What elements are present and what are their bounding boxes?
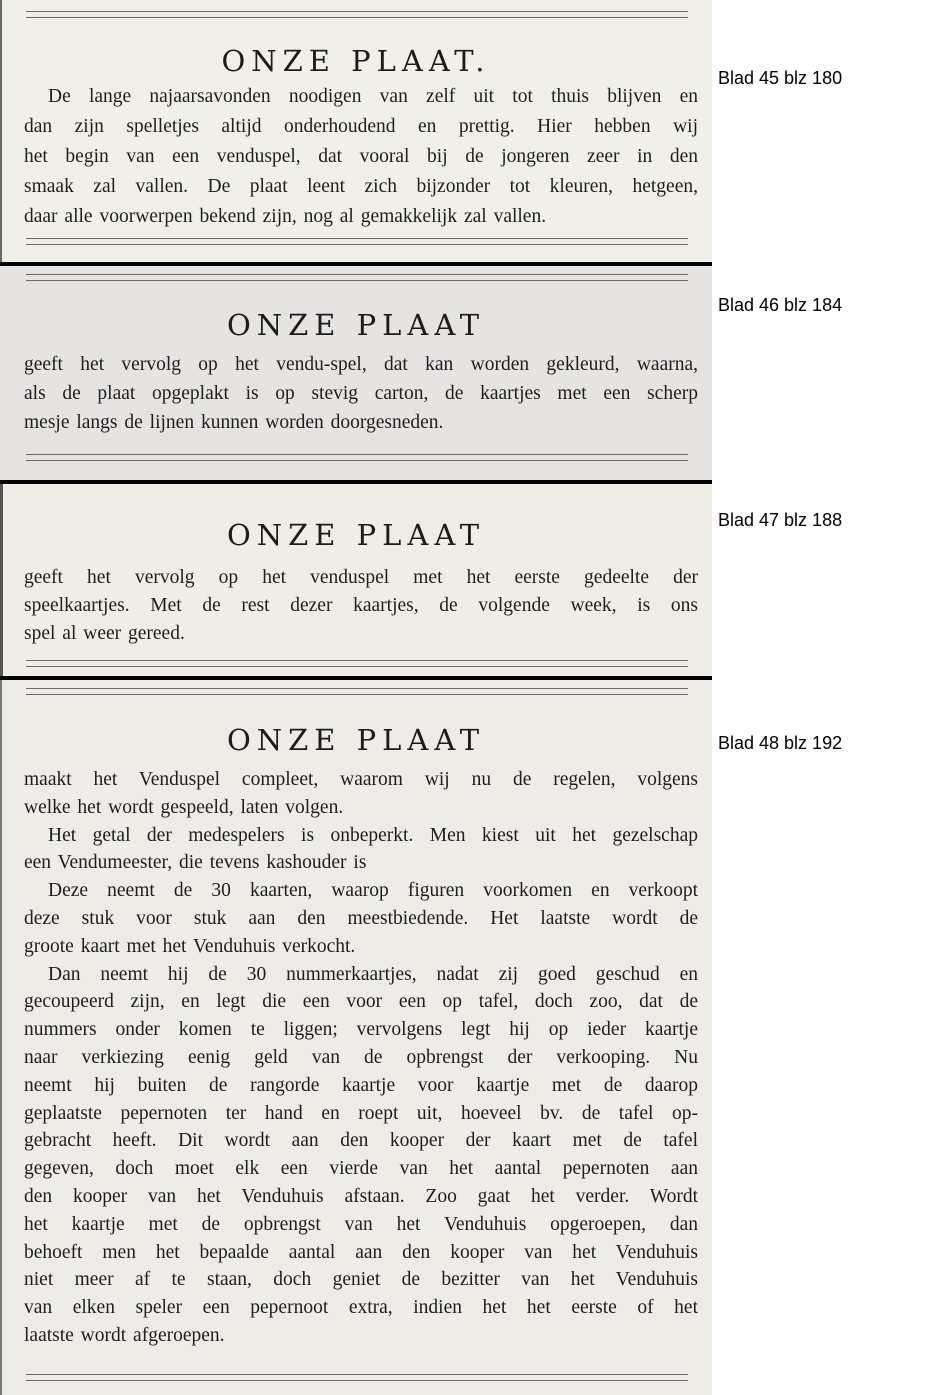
text-line: naar verkiezing eenig geld van de opbrengst der verkooping. Nu (24, 1046, 698, 1068)
text-line: spel al weer gereed. (24, 623, 185, 644)
page-reference-label: Blad 46 blz 184 (718, 295, 843, 315)
text-line: deze stuk voor stuk aan den meestbiedende. Het laatste wordt de (24, 907, 698, 929)
section-body (24, 564, 698, 648)
text-line: maakt het Venduspel compleet, waarom wij nu de regelen, volgens (24, 769, 698, 790)
double-rule (26, 1374, 688, 1381)
text-line: laatste wordt afgeroepen. (24, 1324, 225, 1346)
text-line: als de plaat opgeplakt is op stevig carton, de kaartjes met een scherp (24, 383, 698, 404)
text-line: Dan neemt hij de 30 nummerkaartjes, nadat zij goed geschud en (48, 963, 698, 985)
text-line: geplaatste pepernoten ter hand en roept uit, hoeveel bv. de tafel op- (24, 1102, 698, 1124)
text-line: gecoupeerd zijn, en legt die een voor een op tafel, doch zoo, dat de (24, 991, 698, 1013)
text-line: niet meer af te staan, doch geniet de bezitter van het Venduhuis (24, 1269, 698, 1291)
page-reference-label: Blad 45 blz 180 (718, 68, 843, 88)
double-rule (26, 454, 688, 461)
text-line: den kooper van het Venduhuis afstaan. Zoo gaat het verder. Wordt (24, 1185, 698, 1207)
text-line: welke het wordt gespeeld, laten volgen. (24, 796, 344, 818)
text-line: neemt hij buiten de rangorde kaartje voor kaartje met de daarop (24, 1074, 698, 1096)
text-line: geeft het vervolg op het vendu-spel, dat kan worden gekleurd, waarna, (24, 354, 698, 375)
section-title: ONZE PLAAT. (221, 44, 491, 78)
text-line: speelkaartjes. Met de rest dezer kaartjes, de volgende week, is ons (24, 595, 698, 616)
text-line: daar alle voorwerpen bekend zijn, nog al gemakkelijk zal vallen. (24, 206, 547, 227)
section-title: ONZE PLAAT (226, 723, 486, 757)
text-line: smaak zal vallen. De plaat leent zich bijzonder tot kleuren, hetgeen, (24, 176, 698, 197)
double-rule (26, 274, 688, 281)
text-line: geeft het vervolg op het venduspel met het eerste gedeelte der (24, 567, 698, 588)
text-line: Het getal der medespelers is onbeperkt. Men kiest uit het gezelschap (48, 824, 698, 846)
double-rule (26, 688, 688, 695)
text-line: mesje langs de lijnen kunnen worden doorgesneden. (24, 412, 444, 433)
text-line: nummers onder komen te liggen; vervolgens legt hij op ieder kaartje (24, 1019, 698, 1041)
text-line: gegeven, doch moet elk een vierde van het aantal pepernoten aan (24, 1158, 698, 1180)
text-line: dan zijn spelletjes altijd onderhoudend en prettig. Hier hebben wij (24, 116, 698, 137)
section-body (24, 766, 698, 1350)
section-title: ONZE PLAAT (226, 308, 486, 342)
page-reference-label: Blad 47 blz 188 (718, 510, 843, 530)
text-line: gebracht heeft. Dit wordt aan den kooper der kaart met de tafel (24, 1130, 698, 1152)
double-rule (26, 238, 688, 245)
section-body (24, 350, 698, 437)
text-line: van elken speler een pepernoot extra, indien het het eerste of het (24, 1297, 698, 1319)
text-line: het kaartje met de opbrengst van het Venduhuis opgeroepen, dan (24, 1213, 698, 1235)
double-rule (26, 11, 688, 18)
text-line: het begin van een venduspel, dat vooral bij de jongeren zeer in den (24, 146, 698, 167)
page-reference-label: Blad 48 blz 192 (718, 733, 843, 753)
text-line: De lange najaarsavonden noodigen van zelf uit tot thuis blijven en (48, 86, 698, 107)
double-rule (26, 660, 688, 667)
text-line: een Vendumeester, die tevens kashouder is (24, 852, 367, 874)
text-line: behoeft men het bepaalde aantal aan den kooper van het Venduhuis (24, 1241, 698, 1263)
text-line: groote kaart met het Venduhuis verkocht. (24, 935, 356, 957)
text-line: Deze neemt de 30 kaarten, waarop figuren voorkomen en verkoopt (48, 880, 698, 902)
section-title: ONZE PLAAT (226, 518, 486, 552)
section-body (24, 82, 698, 232)
